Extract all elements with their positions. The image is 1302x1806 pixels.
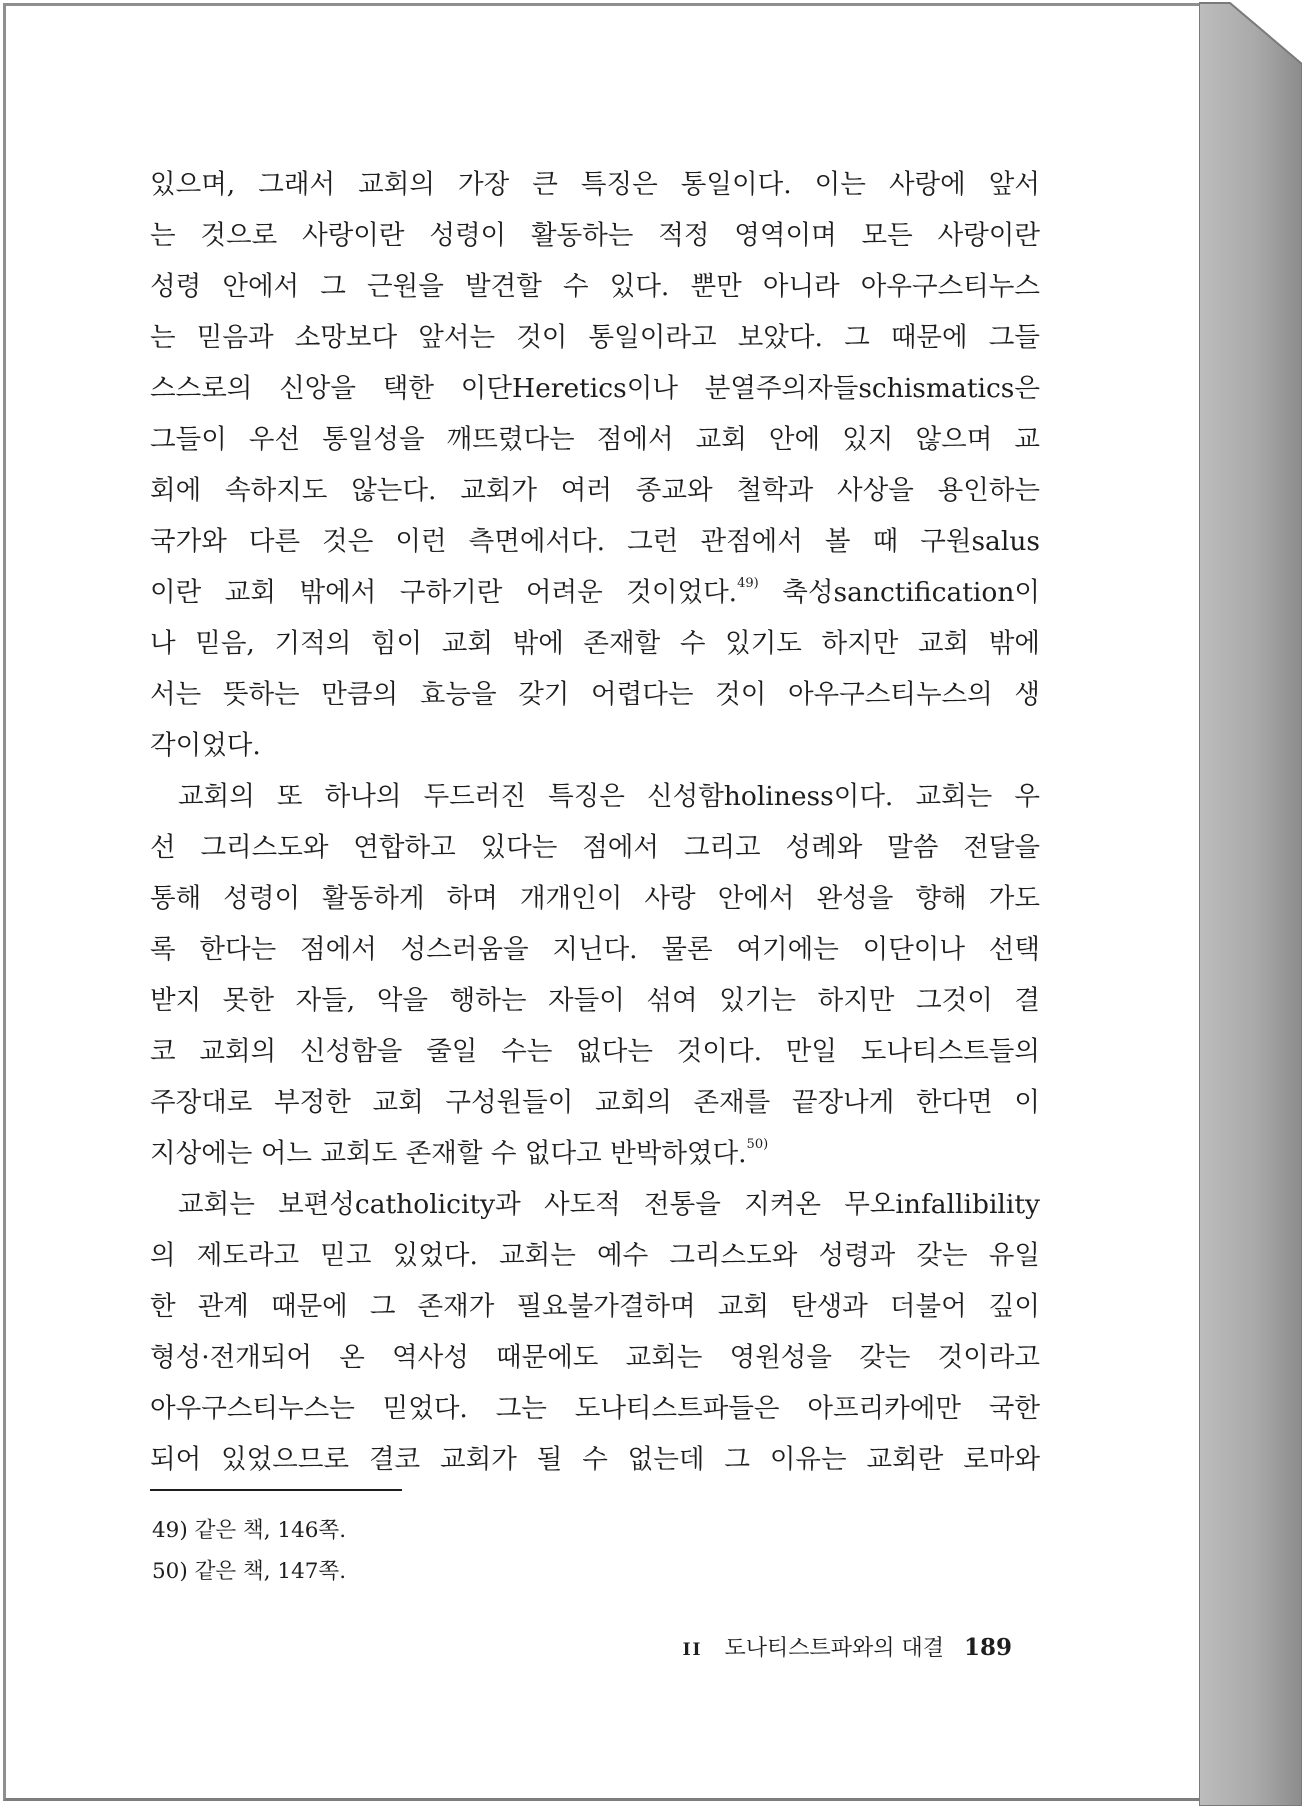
body-line-with-note <box>150 567 1040 618</box>
body-line: 코 교회의 신성함을 줄일 수는 없다는 것이다. 만일 도나티스트들의 <box>150 1036 1040 1067</box>
body-line: 성령 안에서 그 근원을 발견할 수 있다. 뿐만 아니라 아우구스티누스 <box>150 271 1040 302</box>
body-line-with-note <box>150 1128 1040 1179</box>
body-line: 서는 뜻하는 만큼의 효능을 갖기 어렵다는 것이 아우구스티누스의 생 <box>150 679 1040 710</box>
body-line: 의 제도라고 믿고 있었다. 교회는 예수 그리스도와 성령과 갖는 유일 <box>150 1240 1040 1271</box>
body-line-text: 지상에는 어느 교회도 존재할 수 없다고 반박하였다. <box>150 1138 747 1169</box>
body-line: 스스로의 신앙을 택한 이단Heretics이나 분열주의자들schismatics은 <box>150 373 1040 404</box>
body-line: 받지 못한 자들, 악을 행하는 자들이 섞여 있기는 하지만 그것이 결 <box>150 985 1040 1016</box>
body-line: 있으며, 그래서 교회의 가장 큰 특징은 통일이다. 이는 사랑에 앞서 <box>150 169 1040 200</box>
body-line: 교회의 또 하나의 두드러진 특징은 신성함holiness이다. 교회는 우 <box>178 781 1040 812</box>
page-edge-shading <box>1199 0 1302 1806</box>
body-line: 각이었다. <box>150 730 261 761</box>
body-text <box>150 159 1040 1485</box>
footnote-divider <box>150 1489 402 1491</box>
footnote-49: 49) 같은 책, 146쪽. <box>152 1518 347 1543</box>
footnotes <box>152 1510 346 1592</box>
body-line-text: 축성sanctification이 <box>758 577 1040 608</box>
page-number: 189 <box>963 1634 1012 1661</box>
body-line: 는 것으로 사랑이란 성령이 활동하는 적정 영역이며 모든 사랑이란 <box>150 220 1040 251</box>
body-line-text: 이란 교회 밖에서 구하기란 어려운 것이었다. <box>150 577 738 608</box>
body-line: 주장대로 부정한 교회 구성원들이 교회의 존재를 끝장나게 한다면 이 <box>150 1087 1040 1118</box>
chapter-number: II <box>682 1640 703 1660</box>
footnote-ref-49: 49) <box>737 576 759 591</box>
body-line: 회에 속하지도 않는다. 교회가 여러 종교와 철학과 사상을 용인하는 <box>150 475 1040 506</box>
footnote-50: 50) 같은 책, 147쪽. <box>152 1559 347 1584</box>
body-line: 아우구스티누스는 믿었다. 그는 도나티스트파들은 아프리카에만 국한 <box>150 1393 1040 1424</box>
body-line: 그들이 우선 통일성을 깨뜨렸다는 점에서 교회 안에 있지 않으며 교 <box>150 424 1040 455</box>
body-line: 는 믿음과 소망보다 앞서는 것이 통일이라고 보았다. 그 때문에 그들 <box>150 322 1040 353</box>
body-line: 형성·전개되어 온 역사성 때문에도 교회는 영원성을 갖는 것이라고 <box>150 1342 1040 1373</box>
body-line: 록 한다는 점에서 성스러움을 지닌다. 물론 여기에는 이단이나 선택 <box>150 934 1040 965</box>
running-footer <box>640 1628 1012 1668</box>
body-line: 한 관계 때문에 그 존재가 필요불가결하며 교회 탄생과 더불어 깊이 <box>150 1291 1040 1322</box>
body-line: 되어 있었으므로 결코 교회가 될 수 없는데 그 이유는 교회란 로마와 <box>150 1444 1040 1475</box>
footnote-ref-50: 50) <box>746 1137 769 1152</box>
chapter-title: 도나티스트파와의 대결 <box>724 1636 944 1661</box>
body-line: 교회는 보편성catholicity과 사도적 전통을 지켜온 무오infallibility <box>178 1189 1040 1220</box>
body-line: 나 믿음, 기적의 힘이 교회 밖에 존재할 수 있기도 하지만 교회 밖에 <box>150 628 1040 659</box>
body-line: 선 그리스도와 연합하고 있다는 점에서 그리고 성례와 말씀 전달을 <box>150 832 1040 863</box>
body-line: 통해 성령이 활동하게 하며 개개인이 사랑 안에서 완성을 향해 가도 <box>150 883 1040 914</box>
body-line: 국가와 다른 것은 이런 측면에서다. 그런 관점에서 볼 때 구원salus <box>150 526 1040 557</box>
